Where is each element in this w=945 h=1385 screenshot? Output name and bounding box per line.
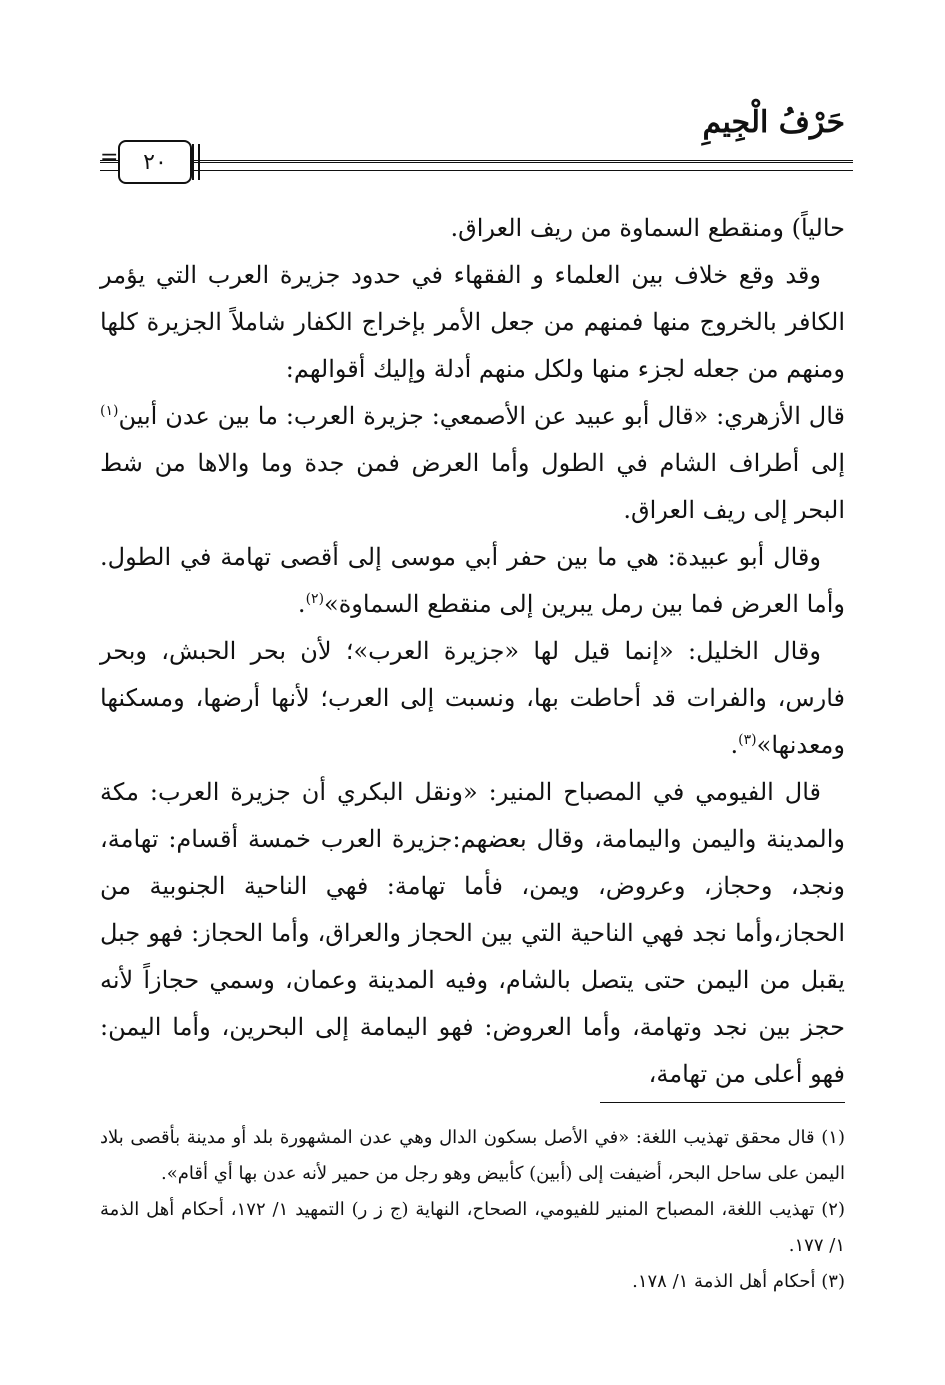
footnote-1: (١) قال محقق تهذيب اللغة: «في الأصل بسكون الدال وهي عدن المشهورة بلد أو مدينة بأقصى بلاد اليمن على ساحل البحر، أضيفت إلى (أبين) كأبيض وهو رجل من حمير لأنه عدن بها أي أقام». [100,1127,845,1184]
header-double-rule [100,160,853,163]
main-text [100,205,845,1098]
footnote-ref-2: (٢) [305,591,325,607]
paragraph-1: حالياً) ومنقطع السماوة من ريف العراق. [450,214,845,242]
paragraph-2: وقد وقع خلاف بين العلماء و الفقهاء في حدود جزيرة العرب التي يؤمر الكافر بالخروج منها فمنهم من جعل الأمر بإخراج الكفار شاملاً الجزيرة كلها ومنهم من جعله لجزء منها ولكل منهم أدلة وإليك أقوالهم: [100,261,845,383]
paragraph-5-text: وقال الخليل: «إنما قيل لها «جزيرة العرب»؛ لأن بحر الحبش، وبحر فارس، والفرات قد أحاطت بها، ونسبت إلى العرب؛ لأنها أرضها، ومسكنها ومعدنها» [100,637,845,759]
footnote-separator [600,1102,845,1103]
paragraph-3-tail: إلى أطراف الشام في الطول وأما العرض فمن جدة وما والاها من شط البحر إلى ريف العراق. [100,449,845,524]
footnote-2: (٢) تهذيب اللغة، المصباح المنير للفيومي، الصحاح، النهاية (ج ز ر) التمهيد ١/ ١٧٢، أحكام أهل الذمة ١/ ١٧٧. [100,1199,845,1256]
page-header-title: حَرْفُ الْجِيمِ [702,105,845,140]
paragraph-3-text: قال الأزهري: «قال أبو عبيد عن الأصمعي: جزيرة العرب: ما بين عدن أبين [118,402,845,430]
header-left-mark: = [100,145,119,170]
footnote-3: (٣) أحكام أهل الذمة ١/ ١٧٨. [632,1271,845,1292]
footnote-ref-1: (١) [100,403,119,419]
paragraph-5 [100,628,845,769]
header-thin-rule [100,170,853,171]
paragraph-6: قال الفيومي في المصباح المنير: «ونقل البكري أن جزيرة العرب: مكة والمدينة واليمن واليمامة، وقال بعضهم:جزيرة العرب خمسة أقسام: تهامة، ونجد، وحجاز، وعروض، ويمن، فأما تهامة: فهي الناحية الجنوبية من الحجاز،وأما نجد فهي الناحية التي بين الحجاز والعراق، وأما الحجاز: فهو جبل يقبل من اليمن حتى يتصل بالشام، وفيه المدينة وعمان، وسمي حجازاً لأنه حجز بين نجد وتهامة، وأما العروض: فهو اليمامة إلى البحرين، وأما اليمن: فهو أعلى من تهامة، [100,778,846,1088]
paragraph-4-tail: . [297,590,306,618]
page-number: ٢٠ [143,149,167,175]
paragraph-3 [100,393,845,534]
paragraph-4-text: وقال أبو عبيدة: هي ما بين حفر أبي موسى إلى أقصى تهامة في الطول. وأما العرض فما بين رمل يبرين إلى منقطع السماوة» [100,543,845,618]
paragraph-4 [100,534,845,628]
paragraph-5-tail: . [730,731,739,759]
footnote-ref-3: (٣) [738,732,757,748]
footnotes [100,1120,845,1300]
page-number-box [118,140,192,184]
